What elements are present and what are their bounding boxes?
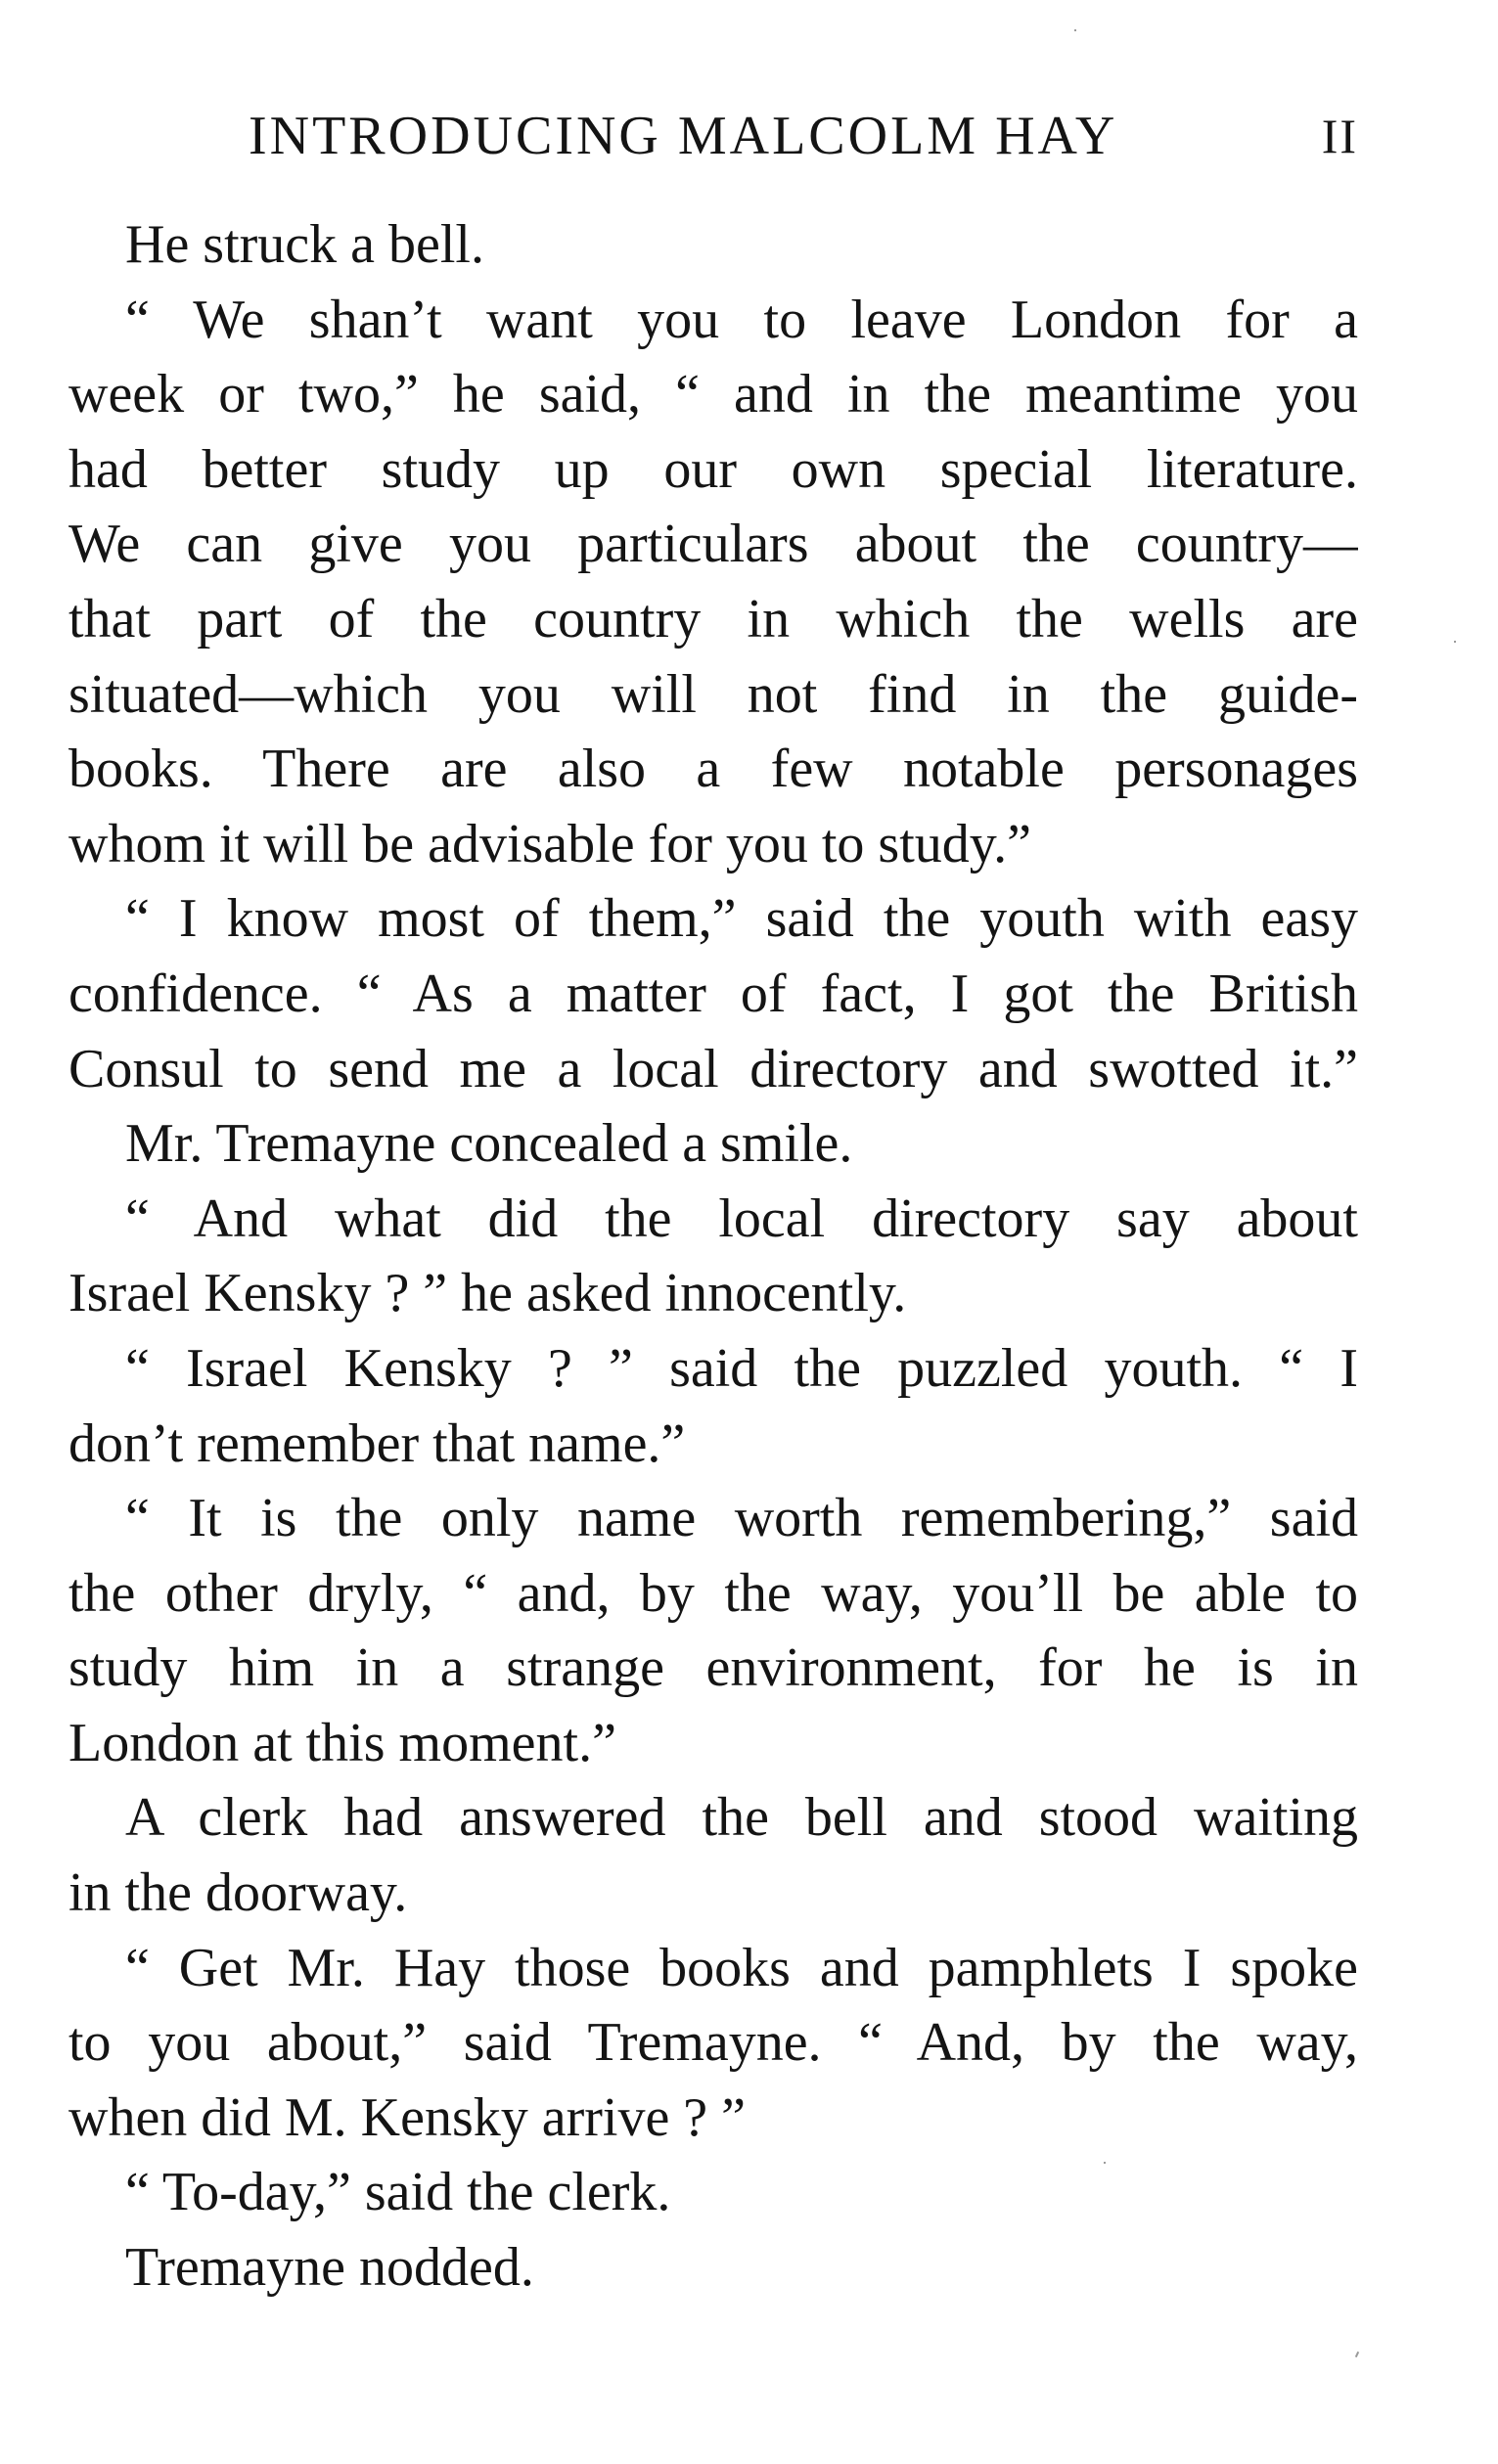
text-line: that part of the country in which the wells are: [68, 588, 1358, 650]
scan-speck: [1104, 2162, 1106, 2164]
text-line: “ I know most of them,” said the youth with easy: [125, 888, 1358, 950]
running-head: INTRODUCING MALCOLM HAY: [249, 106, 1118, 166]
text-line: don’t remember that name.”: [68, 1412, 686, 1474]
text-line: week or two,” he said, “ and in the meantime you: [68, 364, 1358, 426]
scan-speck: [1074, 29, 1076, 31]
text-line: Consul to send me a local directory and swotted it.”: [68, 1038, 1358, 1099]
scan-speck: [1355, 2352, 1359, 2357]
text-line: the other dryly, “ and, by the way, you’ll be able to: [68, 1562, 1358, 1624]
text-line: A clerk had answered the bell and stood waiting: [125, 1787, 1358, 1849]
scan-speck: [1454, 641, 1456, 643]
text-line: Israel Kensky ? ” he asked innocently.: [68, 1263, 907, 1324]
page-number: II: [1321, 109, 1358, 163]
text-line: books. There are also a few notable personages: [68, 739, 1358, 800]
text-line: “ To-day,” said the clerk.: [125, 2162, 671, 2223]
text-line: whom it will be advisable for you to study.”: [68, 813, 1031, 874]
text-line: study him in a strange environment, for he is in: [68, 1637, 1358, 1699]
page-header: [68, 102, 1358, 170]
text-line: situated—which you will not find in the guide-: [68, 663, 1358, 725]
text-line: Tremayne nodded.: [125, 2237, 534, 2299]
body-text: [68, 207, 1358, 2306]
text-line: London at this moment.”: [68, 1712, 616, 1773]
text-line: had better study up our own special literature.: [68, 438, 1358, 500]
text-line: Mr. Tremayne concealed a smile.: [125, 1113, 853, 1175]
text-line: “ It is the only name worth remembering,” said: [125, 1488, 1358, 1549]
text-line: “ Israel Kensky ? ” said the puzzled youth. “ I: [125, 1337, 1358, 1399]
text-line: when did M. Kensky arrive ? ”: [68, 2086, 747, 2148]
text-line: “ We shan’t want you to leave London for a: [125, 289, 1358, 350]
text-line: in the doorway.: [68, 1862, 408, 1924]
text-line: We can give you particulars about the country—: [68, 514, 1358, 575]
text-line: He struck a bell.: [125, 214, 484, 275]
text-line: confidence. “ As a matter of fact, I got the British: [68, 963, 1358, 1024]
text-line: “ Get Mr. Hay those books and pamphlets I spoke: [125, 1937, 1358, 1998]
text-line: to you about,” said Tremayne. “ And, by the way,: [68, 2012, 1358, 2074]
text-line: “ And what did the local directory say about: [125, 1187, 1358, 1249]
